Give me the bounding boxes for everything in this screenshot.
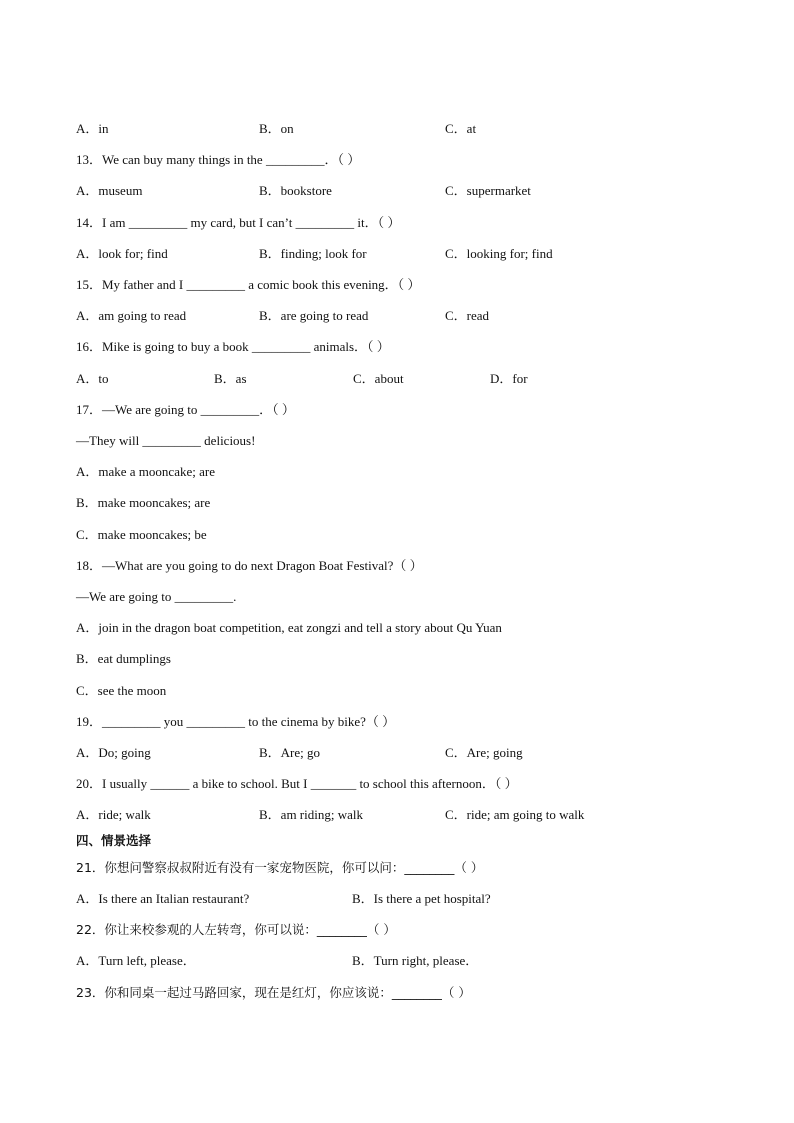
question-13-stem: 13．We can buy many things in the _________．（ ）	[76, 152, 361, 167]
question-19-stem: 19．_________ you _________ to the cinema by bike?（ ）	[76, 714, 396, 729]
q15-option-a: A．am going to read	[76, 308, 187, 323]
q15-option-b: B．are going to read	[259, 308, 369, 323]
q16-option-d: D．for	[490, 371, 528, 386]
question-23-stem: 23．你和同桌一起过马路回家，现在是红灯，你应该说：________（ ）	[76, 985, 471, 1000]
q18-option-b: B．eat dumplings	[76, 651, 171, 666]
q15-option-c: C．read	[445, 308, 490, 323]
q20-option-a: A．ride; walk	[76, 807, 151, 822]
q18-option-c: C．see the moon	[76, 683, 167, 698]
question-20-stem: 20．I usually ______ a bike to school. But I _______ to school this afternoon．（ ）	[76, 776, 518, 791]
q17-option-c: C．make mooncakes; be	[76, 527, 207, 542]
section-4-title: 四、情景选择	[76, 833, 152, 848]
question-18-stem: 18．—What are you going to do next Dragon Boat Festival?（ ）	[76, 558, 423, 573]
question-15-stem: 15．My father and I _________ a comic book this evening．（ ）	[76, 277, 421, 292]
q16-option-b: B．as	[214, 371, 247, 386]
q13-option-a: A．museum	[76, 183, 143, 198]
q21-option-a: A．Is there an Italian restaurant?	[76, 891, 250, 906]
q19-option-a: A．Do; going	[76, 745, 151, 760]
q22-option-a: A．Turn left, please．	[76, 953, 196, 968]
q19-option-b: B．Are; go	[259, 745, 321, 760]
q13-option-b: B．bookstore	[259, 183, 332, 198]
prev-option-c: C．at	[445, 121, 477, 136]
q19-option-c: C．Are; going	[445, 745, 523, 760]
prev-option-a: A．in	[76, 121, 109, 136]
question-16-stem: 16．Mike is going to buy a book _________ animals．（ ）	[76, 339, 390, 354]
q14-option-c: C．looking for; find	[445, 246, 553, 261]
q17-option-b: B．make mooncakes; are	[76, 495, 211, 510]
q18-option-a: A．join in the dragon boat competition, eat zongzi and tell a story about Qu Yuan	[76, 620, 502, 635]
question-17-stem-reply: —They will _________ delicious!	[76, 433, 256, 448]
question-22-stem: 22．你让来校参观的人左转弯，你可以说：________（ ）	[76, 922, 396, 937]
q13-option-c: C．supermarket	[445, 183, 531, 198]
q16-option-a: A．to	[76, 371, 109, 386]
q22-option-b: B．Turn right, please．	[352, 953, 479, 968]
q21-option-b: B．Is there a pet hospital?	[352, 891, 491, 906]
q16-option-c: C．about	[353, 371, 404, 386]
q17-option-a: A．make a mooncake; are	[76, 464, 215, 479]
question-17-stem: 17．—We are going to _________．（ ）	[76, 402, 295, 417]
prev-option-b: B．on	[259, 121, 294, 136]
q20-option-c: C．ride; am going to walk	[445, 807, 585, 822]
question-18-stem-reply: —We are going to _________.	[76, 589, 237, 604]
question-14-stem: 14．I am _________ my card, but I can’t _________ it．（ ）	[76, 215, 401, 230]
question-21-stem: 21．你想问警察叔叔附近有没有一家宠物医院，你可以问：________（ ）	[76, 860, 484, 875]
q20-option-b: B．am riding; walk	[259, 807, 363, 822]
q14-option-b: B．finding; look for	[259, 246, 367, 261]
q14-option-a: A．look for; find	[76, 246, 168, 261]
